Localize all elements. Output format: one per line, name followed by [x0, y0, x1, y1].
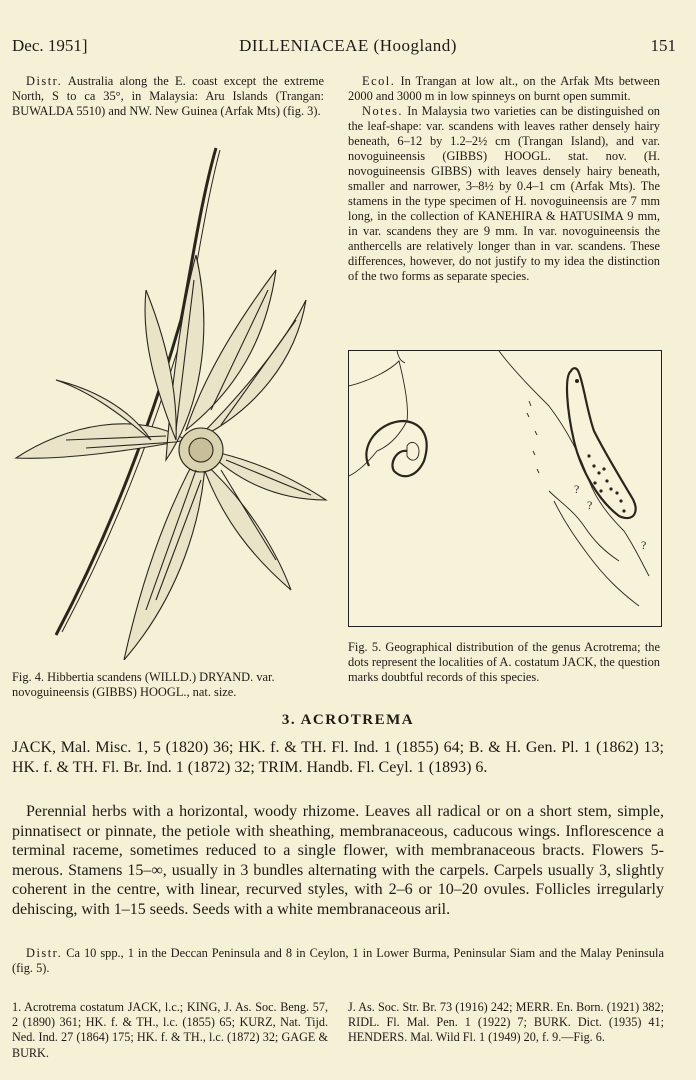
map-question-1: ?	[574, 482, 580, 496]
running-header	[12, 36, 684, 60]
section-title: 3. ACROTREMA	[281, 712, 415, 728]
species-left-text: 1. Acrotrema costatum JACK, l.c.; KING, J. As. Soc. Beng. 57, 2 (1890) 361; HK. f. & TH., l.c. (1855) 65; KURZ, Nat. Tijd. Ned. Ind. 27 (1864) 175; HK. f. & TH., l.c. (1872) 32; GAGE & BURK.	[12, 1000, 328, 1060]
fig5-distribution-map	[348, 350, 662, 627]
right-notes	[348, 74, 660, 284]
species-citation-right	[348, 1000, 664, 1046]
header-title: DILLENIACEAE (Hoogland)	[239, 36, 457, 55]
header-date: Dec. 1951]	[12, 36, 88, 55]
ecol-label: Ecol.	[362, 74, 396, 88]
notes-text: In Malaysia two varieties can be distinguished on the leaf-shape: var. scandens with leaves rather densely hairy beneath, 6–12 by 1.2–2½ cm (Trangan Island), and var. novoguineensis (GIBBS) HOOGL. stat. nov. (H. novoguineensis GIBBS) with leaves densely hairy beneath, smaller and narrower, 3–8½ by 0.4–1 cm (Arfak Mts). The stamens in the type specimen of H. novoguineensis are 7 mm long, in the collection of KANEHIRA & HATUSIMA 9 mm, in var. scandens they are 9 mm. In var. novoguineensis the anthercells are relatively longer than in var. scandens. These differences, however, do not justify to my idea the distinction of the two forms as separate species.	[348, 104, 660, 283]
genus-distr-label: Distr.	[26, 946, 63, 960]
fig4-hibbertia-illustration	[6, 140, 336, 660]
species-citation-left	[12, 1000, 328, 1061]
genus-distr-text: Ca 10 spp., 1 in the Deccan Peninsula and 8 in Ceylon, 1 in Lower Burma, Peninsular Siam and the Malay Peninsula (fig. 5).	[12, 946, 664, 975]
description-text: Perennial herbs with a horizontal, woody rhizome. Leaves all radical or on a short stem, simple, pinnatisect or pinnate, the petiole with sheathing, membranaceous, caducous wings. Inflorescence a terminal raceme, sometimes reduced to a single flower, with membranaceous bracts. Flowers 5-merous. Stamens 15–∞, usually in 3 bundles alternating with the carpels. Carpels usually 3, slightly coherent in the centre, with linear, recurved styles, with 2–6 or 10–20 ovules. Follicles irregularly dehiscing, with 1–15 seeds. Seeds with a white membranaceous aril.	[12, 803, 664, 918]
distr-label: Distr.	[26, 74, 63, 88]
distr-text: Australia along the E. coast except the extreme North, S to ca 35°, in Malaysia: Aru Islands (Trangan: BUWALDA 5510) and NW. New Guinea (Arfak Mts) (fig. 3).	[12, 74, 324, 118]
fig4-caption: Fig. 4. Hibbertia scandens (WILLD.) DRYAND. var. novoguineensis (GIBBS) HOOGL., nat. size.	[12, 670, 275, 699]
ecol-text: In Trangan at low alt., on the Arfak Mts between 2000 and 3000 m in low spinneys on burnt open summit.	[348, 74, 660, 103]
genus-citation	[12, 738, 664, 777]
genus-description	[12, 802, 664, 919]
left-distribution	[12, 74, 324, 119]
map-question-2: ?	[587, 498, 593, 512]
species-right-text: J. As. Soc. Str. Br. 73 (1916) 242; MERR. En. Born. (1921) 382; RIDL. Fl. Mal. Pen. 1 (1922) 7; BURK. Dict. (1935) 41; HENDERS. Mal. Wild Fl. 1 (1949) 20, f. 9.—Fig. 6.	[348, 1000, 664, 1045]
page-number: 151	[650, 36, 676, 55]
genus-distribution	[12, 946, 664, 976]
fig5-caption: Fig. 5. Geographical distribution of the genus Acrotrema; the dots represent the localities of A. costatum JACK, the question marks doubtful records of this species.	[348, 640, 660, 684]
map-question-3: ?	[641, 538, 647, 552]
map-svg	[349, 351, 661, 626]
citation-text: JACK, Mal. Misc. 1, 5 (1820) 36; HK. f. & TH. Fl. Ind. 1 (1855) 64; B. & H. Gen. Pl. 1 (1862) 13; HK. f. & TH. Fl. Br. Ind. 1 (1872) 32; TRIM. Handb. Fl. Ceyl. 1 (1893) 6.	[12, 739, 664, 776]
notes-label: Notes.	[362, 104, 404, 118]
